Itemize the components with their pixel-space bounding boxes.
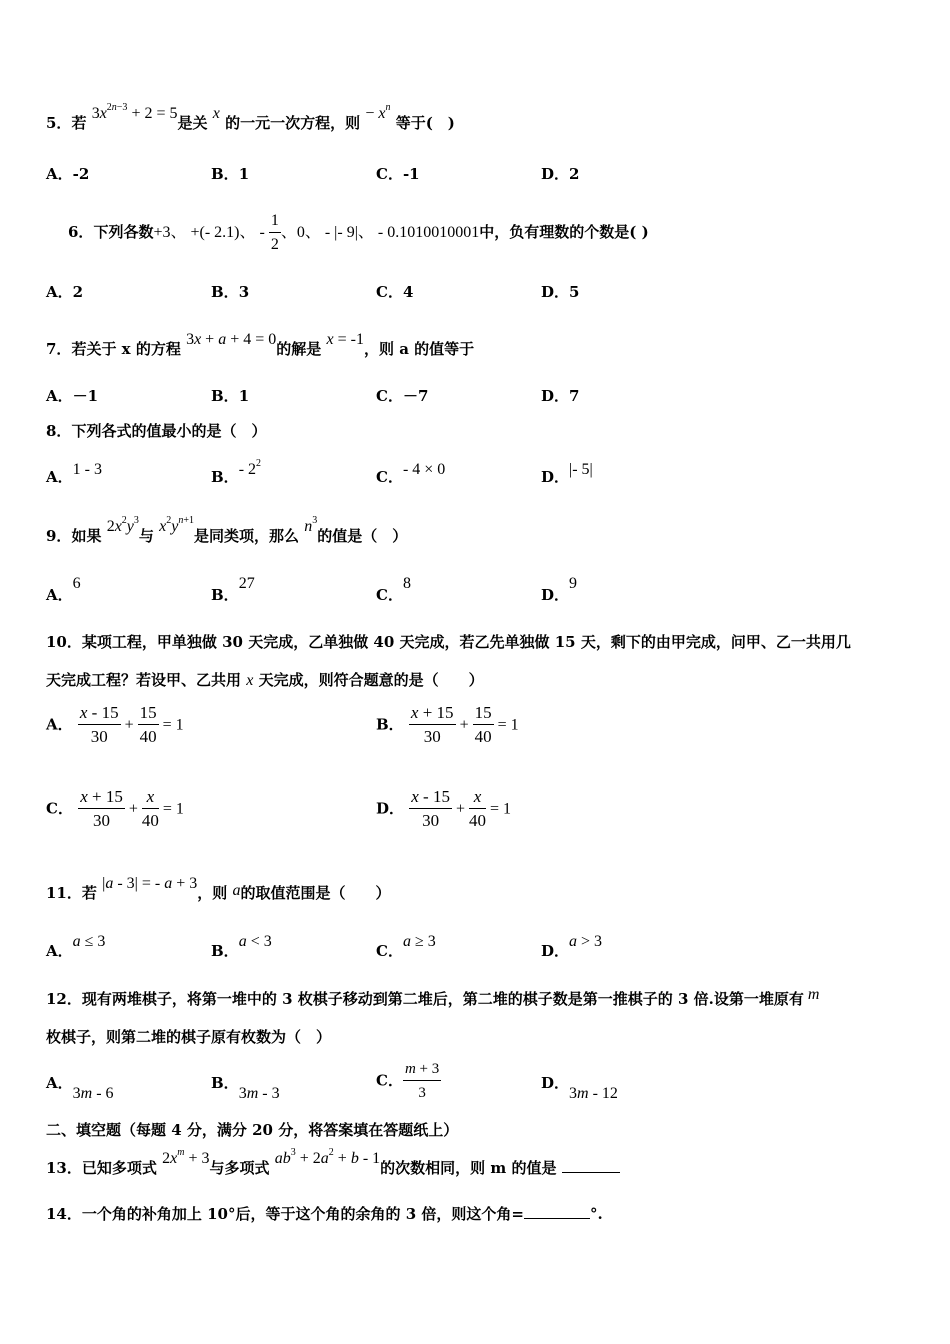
q12-option-c[interactable]: C． $\frac{m + 3}{3}$ — [376, 1058, 441, 1105]
q12-option-d[interactable]: D．3m - 12 — [541, 1074, 618, 1102]
q5-option-b[interactable]: B．1 — [211, 165, 250, 183]
question-9: 9．如果 $2x^2y^3$与 $x^2y^{n+1}$是同类项，那么 $n^3$的值是（ ） — [46, 515, 408, 545]
q5-option-a[interactable]: A．-2 — [46, 165, 90, 183]
q9-option-d[interactable]: D．9 — [541, 575, 578, 604]
question-12: 12．现有两堆棋子，将第一堆中的 3 枚棋子移动到第二堆后，第二堆的棋子数是第一推棋子的 3 倍.设第一堆原有 m — [46, 986, 820, 1008]
equation: $3x^{2n-3} + 2 = 5$ — [91, 102, 178, 122]
question-7: 7．若关于 x 的方程 3x + a + 4 = 0的解是 x = -1，则 a 的值等于 — [46, 331, 475, 358]
q14-answer-blank[interactable] — [524, 1218, 590, 1219]
q9-option-a[interactable]: A．6 — [46, 575, 81, 604]
question-13: 13．已知多项式 $2x^m + 3$与多项式 $ab^3 + 2a^2 + b - 1$的次数相同，则 m 的值是 — [46, 1157, 620, 1178]
q7-option-b[interactable]: B．1 — [211, 387, 250, 405]
q13-answer-blank[interactable] — [562, 1172, 620, 1173]
question-6: 6．下列各数+3、 +(- 2.1)、 - $\frac{1}{2}$ 、0、 - |- 9|、 - 0.1010010001中，负有理数的个数是( ) — [68, 212, 649, 253]
section-title-fill-blank: 二、填空题（每题 4 分，满分 20 分，将答案填在答题纸上） — [46, 1121, 459, 1139]
q12-option-b[interactable]: B．3m - 3 — [211, 1074, 280, 1102]
q6-option-b[interactable]: B．3 — [211, 283, 250, 301]
q7-option-c[interactable]: C．－7 — [376, 387, 429, 405]
q10-option-d[interactable]: D． $\frac{x - 15}{30}$ + $\frac{x}{40}$ = 1 — [376, 787, 512, 830]
q8-option-d[interactable]: D．|- 5| — [541, 461, 593, 486]
q9-option-b[interactable]: B．27 — [211, 575, 255, 604]
q7-option-d[interactable]: D．7 — [541, 387, 580, 405]
question-5: 5．若 $3x^{2n-3} + 2 = 5$是关 x 的一元一次方程，则 − $x^n$ 等于( ) — [46, 102, 455, 132]
q10-option-c[interactable]: C． $\frac{x + 15}{30}$ + $\frac{x}{40}$ = 1 — [46, 787, 184, 830]
q10-option-b[interactable]: B． $\frac{x + 15}{30}$ + $\frac{15}{40}$ = 1 — [376, 703, 519, 746]
question-8: 8．下列各式的值最小的是（ ） — [46, 422, 267, 440]
q11-option-a[interactable]: A．a ≤ 3 — [46, 933, 106, 960]
q12-option-a[interactable]: A．3m - 6 — [46, 1074, 114, 1102]
q10-option-a[interactable]: A． $\frac{x - 15}{30}$ + $\frac{15}{40}$ = 1 — [46, 703, 184, 746]
q8-option-a[interactable]: A．1 - 3 — [46, 461, 102, 486]
question-12-line2: 枚棋子，则第二堆的棋子原有枚数为（ ） — [46, 1028, 332, 1046]
q5-option-d[interactable]: D．2 — [541, 165, 580, 183]
q6-option-c[interactable]: C．4 — [376, 283, 414, 301]
q5-option-c[interactable]: C．-1 — [376, 165, 420, 183]
q8-option-b[interactable]: B．- $2^2$ — [211, 458, 262, 486]
q8-option-c[interactable]: C．- 4 × 0 — [376, 461, 446, 486]
q11-option-b[interactable]: B．a < 3 — [211, 933, 272, 960]
q9-option-c[interactable]: C．8 — [376, 575, 411, 604]
q11-option-c[interactable]: C．a ≥ 3 — [376, 933, 436, 960]
question-10: 10．某项工程，甲单独做 30 天完成，乙单独做 40 天完成，若乙先单独做 15 天，剩下的由甲完成，问甲、乙一共用几 — [46, 633, 851, 651]
q7-option-a[interactable]: A．－1 — [46, 387, 99, 405]
q6-option-a[interactable]: A．2 — [46, 283, 84, 301]
q11-option-d[interactable]: D．a > 3 — [541, 933, 603, 960]
question-10-line2: 天完成工程？若设甲、乙共用 x 天完成，则符合题意的是（ ） — [46, 671, 484, 689]
q6-option-d[interactable]: D．5 — [541, 283, 580, 301]
question-14: 14．一个角的补角加上 10°后，等于这个角的余角的 3 倍，则这个角= °. — [46, 1205, 603, 1223]
question-11: 11．若 |a - 3| = - a + 3，则 a的取值范围是（ ） — [46, 875, 391, 902]
